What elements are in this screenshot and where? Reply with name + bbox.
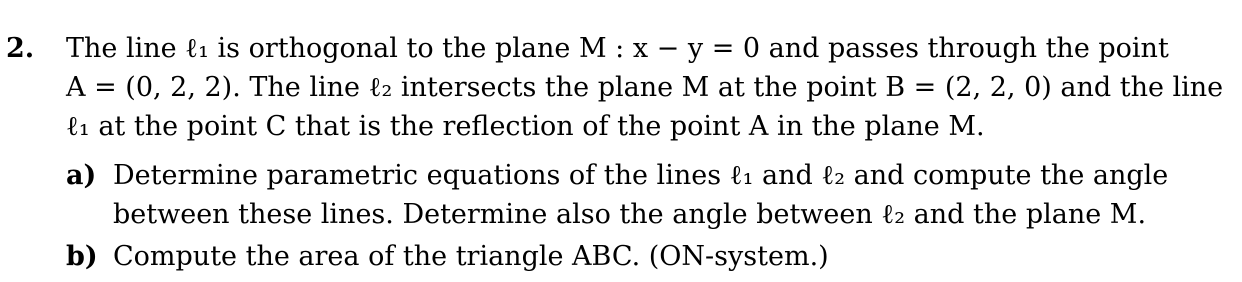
part-a-line-2: between these lines. Determine also the angle between ℓ₂ and the plane M.: [113, 199, 1147, 230]
problem-number: 2.: [6, 33, 35, 64]
statement-line-1: The line ℓ₁ is orthogonal to the plane M : x − y = 0 and passes through the point: [66, 33, 1169, 64]
part-b-label: b): [66, 241, 98, 272]
statement-line-3: ℓ₁ at the point C that is the reflection of the point A in the plane M.: [66, 111, 985, 142]
statement-line-2: A = (0, 2, 2). The line ℓ₂ intersects the plane M at the point B = (2, 2, 0) and the line: [66, 72, 1224, 103]
part-a-label: a): [66, 160, 97, 191]
part-a-line-1: Determine parametric equations of the lines ℓ₁ and ℓ₂ and compute the angle: [113, 160, 1169, 191]
part-b-line-1: Compute the area of the triangle ABC. (ON-system.): [113, 241, 829, 272]
